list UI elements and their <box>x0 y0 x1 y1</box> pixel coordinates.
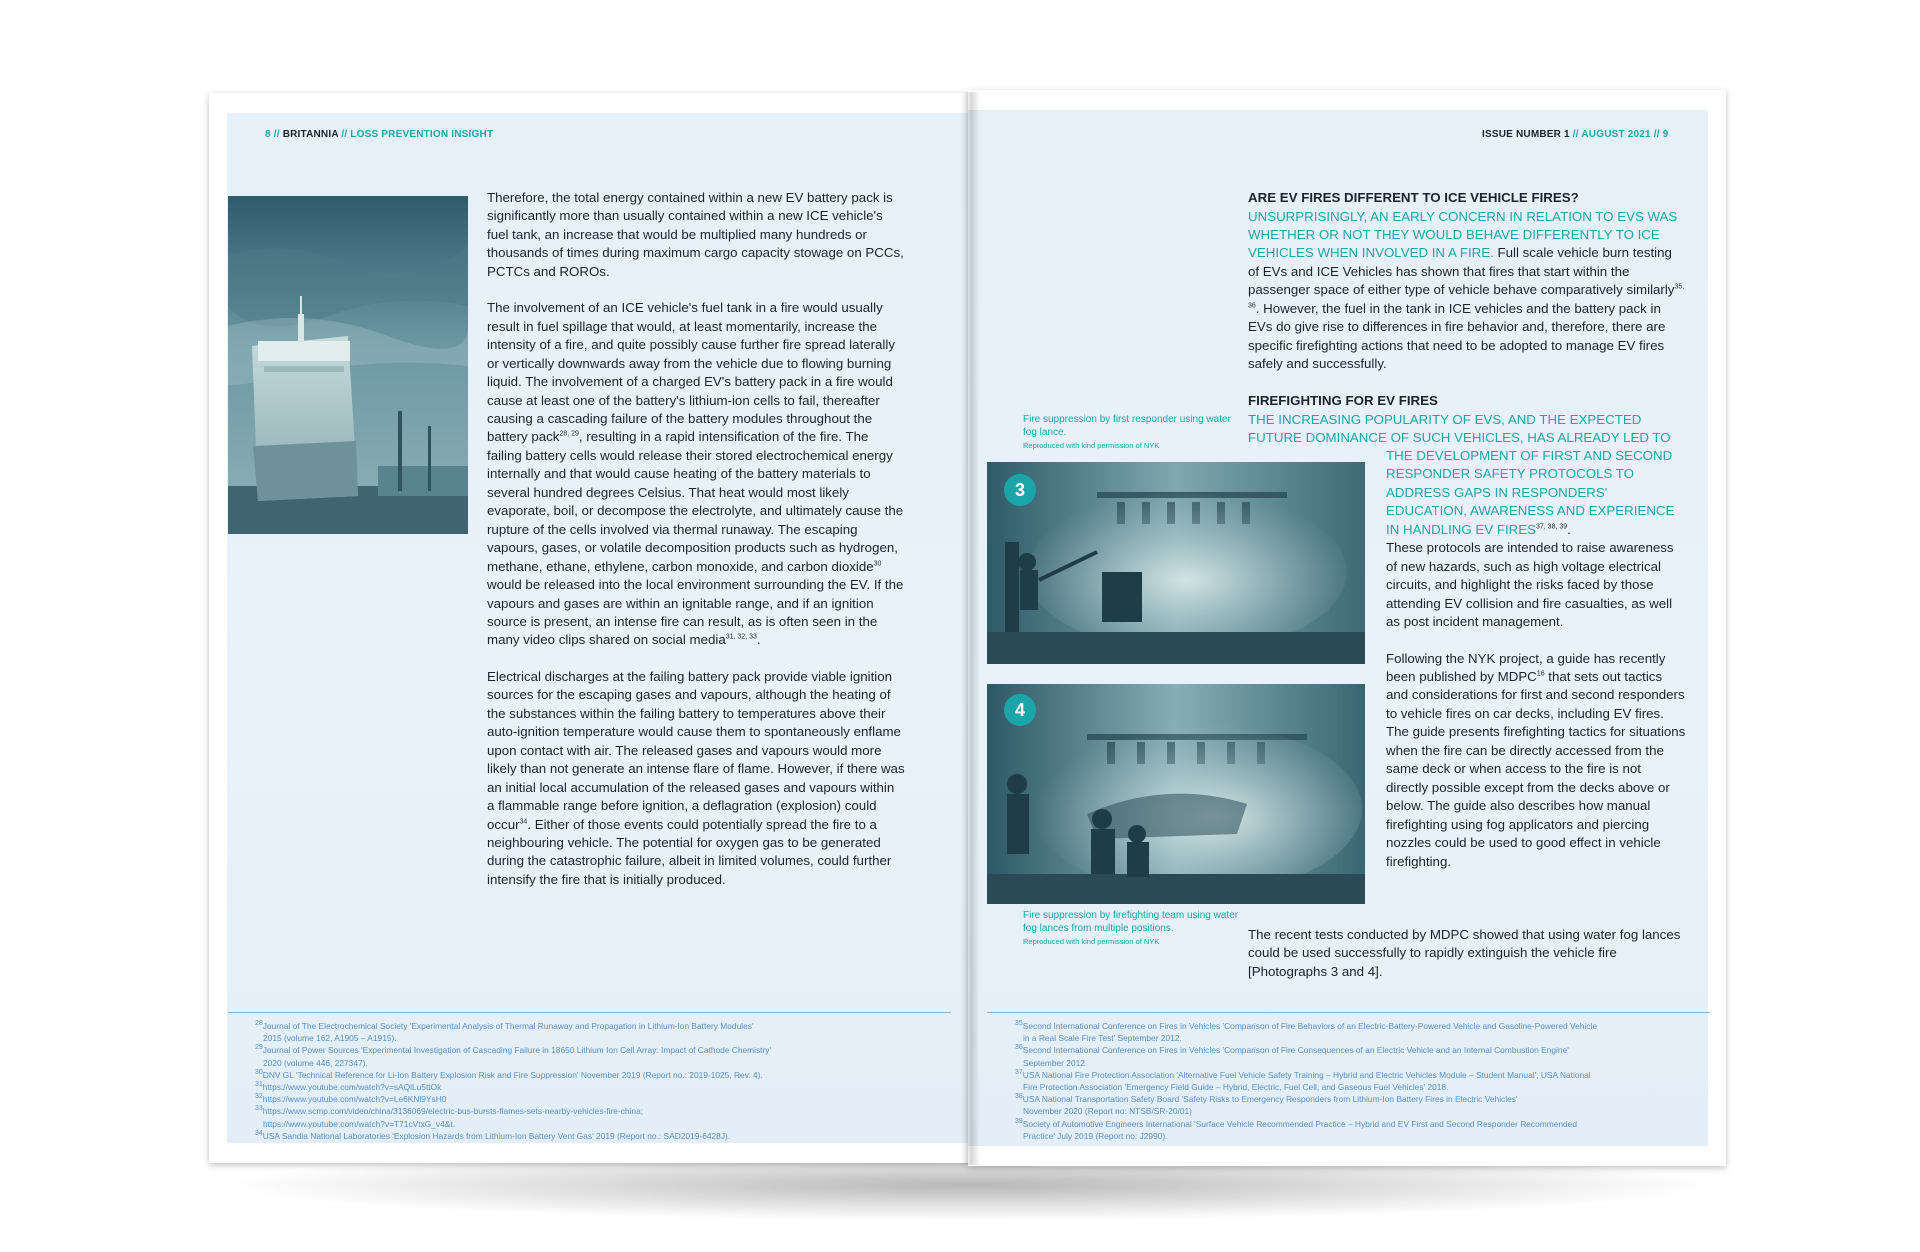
footnote-text: in a Real Scale Fire Test' September 2012. <box>1023 1033 1182 1044</box>
footnote-number: 38 <box>1015 1093 1023 1101</box>
section-lead: THE DEVELOPMENT OF FIRST AND SECOND RESPONDER SAFETY PROTOCOLS TO ADDRESS GAPS IN RESPONDERS' EDUCATION, AWARENESS AND EXPERIENCE IN HANDLING EV FIRES <box>1386 448 1675 537</box>
section-paragraph <box>1386 447 1686 539</box>
footnote-line <box>1015 1044 1597 1056</box>
section-paragraph <box>1248 208 1686 374</box>
paragraph-text: . <box>756 632 761 648</box>
footnote-number: 31 <box>255 1081 263 1089</box>
footnote-line <box>1015 1032 1597 1044</box>
photo-number-badge: 3 <box>1004 474 1036 506</box>
header-issue: ISSUE NUMBER 1 <box>1482 129 1570 140</box>
footnote-line <box>1015 1093 1597 1105</box>
photo-3-caption <box>1023 414 1233 453</box>
header-separator: // <box>1650 129 1663 140</box>
section-ev-fires <box>1248 189 1686 374</box>
header-separator: // <box>1569 129 1582 140</box>
footnote-text: Journal of Power Sources 'Experimental Investigation of Cascading Failure in 18650 Lithium Ion Cell Array: Impact of Cathode Chemistry' <box>262 1045 772 1056</box>
section-firefighting-closing <box>1248 926 1688 981</box>
footnote-line <box>255 1093 771 1105</box>
header-separator: // <box>338 129 351 140</box>
footnote-text: https://www.youtube.com/watch?v=Le6KNl9YsH0 <box>262 1094 447 1105</box>
right-page-header <box>1482 129 1669 140</box>
footnote-ref: 35, 36 <box>1248 283 1685 310</box>
firefighting-photo <box>987 462 1365 664</box>
footnote-divider <box>987 1012 1710 1013</box>
footnote-text: USA National Fire Protection Association 'Alternative Fuel Vehicle Safety Training – Hybrid and Electric Vehicles Module – Student Manual'; USA National <box>1022 1069 1591 1080</box>
paragraph-text: Following the NYK project, a guide has recently been published by MDPC <box>1386 650 1666 684</box>
left-page-header <box>265 129 493 140</box>
section-lead: UNSURPRISINGLY, AN EARLY CONCERN IN RELATION TO EVS WAS WHETHER OR NOT THEY WOULD BEHAVE DIFFERENTLY TO ICE VEHICLES WHEN INVOLVED IN A FIRE. <box>1248 208 1678 261</box>
footnote-line <box>1015 1105 1597 1117</box>
footnote-ref: 31, 32, 33 <box>725 634 757 641</box>
footnote-ref: 16 <box>1536 670 1545 678</box>
footnote-ref: 28, 29 <box>559 431 579 439</box>
paragraph <box>487 299 905 650</box>
footnote-text: Journal of The Electrochemical Society 'Experimental Analysis of Thermal Runaway and Propagation in Lithium-Ion Battery Modules' <box>262 1021 754 1031</box>
paragraph-text: Full scale vehicle burn testing of EVs and ICE Vehicles has shown that fires that start within the passenger space of either type of vehicle behave comparatively similarly <box>1248 245 1675 298</box>
footnote-line <box>255 1044 771 1056</box>
paragraph: The recent tests conducted by MDPC showed that using water fog lances could be used successfully to rapidly extinguish the vehicle fire [Photographs 3 and 4]. <box>1248 927 1681 979</box>
footnote-number: 39 <box>1015 1117 1023 1125</box>
paragraph-text: The involvement of an ICE vehicle's fuel tank in a fire would usually result in fuel spillage that would, at least momentarily, increase the intensity of a fire, and quite possibly cause further fire spread laterally or vertically downwards away from the vehicle due to flowing burning liquid. The involvement of a charged EV's battery pack in a fire would cause at least one of the battery's lithium-ion cells to fail, thereafter causing a cascading failure of the battery modules throughout the battery pack <box>487 300 895 445</box>
footnote-line <box>255 1057 771 1069</box>
footnote-text: 2015 (volume 162, A1905 – A1915). <box>263 1033 397 1044</box>
left-footnotes <box>255 1020 771 1142</box>
paragraph: Therefore, the total energy contained within a new EV battery pack is significantly more than usually contained within a new ICE vehicle's fuel tank, an increase that would be multiplied many hundreds or thousands of times during maximum cargo capacity stowage on PCCs, PCTCs and ROROs. <box>487 190 904 279</box>
section-firefighting-column <box>1386 447 1686 871</box>
footnote-line <box>1015 1057 1597 1069</box>
firefighting-team-photo <box>987 684 1365 904</box>
footnote-text: November 2020 (Report no: NTSB/SR-20/01) <box>1023 1106 1192 1117</box>
footnote-line <box>1015 1069 1597 1081</box>
footnote-divider <box>228 1012 951 1013</box>
section-firefighting <box>1248 392 1686 447</box>
footnote-text: September 2012. <box>1023 1057 1088 1068</box>
paragraph-text: . Either of those events could potentially spread the fire to a neighbouring vehicle. The potential for oxygen gas to be generated during the catastrophic failure, albeit in limited volumes, could further intensify the fire that is initially produced. <box>487 816 892 887</box>
header-brand: BRITANNIA <box>282 129 339 140</box>
paragraph-text: . <box>1567 521 1571 537</box>
right-footnotes <box>1015 1020 1597 1142</box>
paragraph <box>1386 650 1686 871</box>
paragraph-text: that sets out tactics and considerations for first and second responders to vehicle fires on car decks, including EV fires. The guide presents firefighting tactics for situations when the fire can be directly accessed from the same deck or when access to the fire is not directly possible except from the decks above or below. The guide also describes how manual firefighting using fog applicators and piercing nozzles could be used to good effect in vehicle firefighting. <box>1386 668 1686 869</box>
paragraph-text: would be released into the local environment surrounding the EV. If the vapours and gases are within an ignitable range, and if an ignition source is present, an intense fire can result, as is often seen in the many video clips shared on social media <box>487 577 904 648</box>
caption-credit: Reproduced with kind permission of NYK <box>1023 937 1160 946</box>
footnote-text: Society of Automotive Engineers International 'Surface Vehicle Recommended Practice – Hybrid and EV First and Second Responder Recommended <box>1022 1118 1577 1129</box>
page-number: 9 <box>1662 129 1669 140</box>
footnote-line <box>255 1130 771 1142</box>
paragraph-text: . However, the fuel in the tank in ICE vehicles and the battery pack in EVs do give rise to differences in fire behavior and, therefore, there are specific firefighting actions that need to be adopted to manage EV fires safely and successfully. <box>1248 300 1666 372</box>
footnote-line <box>255 1081 771 1093</box>
footnote-line <box>1015 1130 1597 1142</box>
footnote-line <box>255 1032 771 1044</box>
ship-photo <box>228 196 468 534</box>
footnote-text: USA Sandia National Laboratories 'Explosion Hazards from Lithium-Ion Battery Vent Gas' 2019 (Report no.: SAD2019-6428J). <box>262 1130 731 1141</box>
photo-number-badge: 4 <box>1004 694 1036 726</box>
paragraph: These protocols are intended to raise awareness of new hazards, such as high voltage electrical circuits, and highlight the risks faced by those attending EV collision and fire casualties, as well as post incident management. <box>1386 540 1674 630</box>
footnote-number: 34 <box>255 1130 263 1138</box>
footnote-line <box>255 1118 771 1130</box>
footnote-text: DNV GL 'Technical Reference for Li-Ion Battery Explosion Risk and Fire Suppression' November 2019 (Report no.: 2019-1025, Rev. 4). <box>262 1069 763 1080</box>
footnote-number: 35 <box>1015 1020 1023 1028</box>
footnote-ref: 37, 38, 39 <box>1536 523 1568 531</box>
header-date: AUGUST 2021 <box>1581 129 1651 140</box>
footnote-ref: 30 <box>873 560 882 568</box>
footnote-number: 33 <box>255 1105 263 1113</box>
footnote-text: Second International Conference on Fires in Vehicles 'Comparison of Fire Consequences of an Electric Vehicle and an Internal Combustion Engine' <box>1022 1045 1569 1056</box>
footnote-number: 28 <box>255 1020 263 1028</box>
footnote-text: Practice' July 2019 (Report no: J2990). <box>1023 1130 1168 1141</box>
section-heading: FIREFIGHTING FOR EV FIRES <box>1248 393 1438 408</box>
footnote-text: https://www.youtube.com/watch?v=sAQlLu5ttOk <box>262 1082 442 1093</box>
paragraph-text: , resulting in a rapid intensification of the fire. The failing battery cells would release their stored electrochemical energy internally and that would cause heating of the battery materials to several hundred degrees Celsius. That heat would most likely evaporate, boil, or decompose the electrolyte, and ultimately cause the rupture of the cells involved via thermal runaway. The escaping vapours, gases, or volatile decomposition products such as hydrogen, methane, ethane, ethylene, carbon monoxide, and carbon dioxide <box>487 429 904 574</box>
footnote-text: https://www.scmp.com/video/china/3136069/electric-bus-bursts-flames-sets-nearby-vehicles-fire-china; <box>262 1106 644 1117</box>
footnote-line <box>255 1069 771 1081</box>
footnote-text: https://www.youtube.com/watch?v=T71cVtxG_v4&t. <box>263 1118 456 1129</box>
footnote-number: 37 <box>1015 1069 1023 1077</box>
section-heading: ARE EV FIRES DIFFERENT TO ICE VEHICLE FIRES? <box>1248 190 1579 205</box>
page-number: 8 <box>265 129 271 140</box>
footnote-text: USA National Transportation Safety Board 'Safety Risks to Emergency Responders from Lithium-Ion Battery Fires in Electric Vehicles' <box>1022 1094 1518 1105</box>
footnote-text: Second International Conference on Fires in Vehicles 'Comparison of Fire Behaviors of an Electric-Battery-Powered Vehicle and Gasoline-Powered Vehicle <box>1022 1021 1597 1031</box>
caption-text: Fire suppression by firefighting team using water fog lances from multiple positions. <box>1023 910 1239 934</box>
footnote-line <box>1015 1081 1597 1093</box>
paragraph-text: Electrical discharges at the failing battery pack provide viable ignition sources for the escaping gases and vapours, although the heating of the substances within the failing battery to temperatures above their auto-ignition temperature would cause them to spontaneously enflame upon contact with air. The released gases and vapours would more likely than not generate an intense flare of flame. However, if there was an initial local accumulation of the released gases and vapours within a flammable range before ignition, a deflagration (explosion) could occur <box>487 668 905 832</box>
section-lead: THE INCREASING POPULARITY OF EVS, AND THE EXPECTED FUTURE DOMINANCE OF SUCH VEHICLES, HAS ALREADY LED TO <box>1248 411 1671 445</box>
footnote-line <box>255 1020 771 1032</box>
footnote-number: 30 <box>255 1069 263 1077</box>
caption-credit: Reproduced with kind permission of NYK <box>1023 441 1160 450</box>
footnote-text: 2020 (volume 446, 227347). <box>263 1057 368 1068</box>
caption-text: Fire suppression by first responder using water fog lance. <box>1023 414 1231 438</box>
footnote-number: 29 <box>255 1044 263 1052</box>
header-separator: // <box>270 129 283 140</box>
footnote-line <box>255 1105 771 1117</box>
footnote-text: Fire Protection Association 'Emergency Field Guide – Hybrid, Electric, Fuel Cell, and Gaseous Fuel Vehicles' 2018. <box>1023 1082 1449 1093</box>
photo-4-caption <box>1023 910 1243 949</box>
footnote-ref: 34 <box>519 818 528 826</box>
paragraph <box>487 668 905 889</box>
book-gutter <box>960 92 980 1165</box>
footnote-number: 36 <box>1015 1044 1023 1052</box>
left-body-text <box>487 189 905 889</box>
footnote-number: 32 <box>255 1093 263 1101</box>
footnote-line <box>1015 1118 1597 1130</box>
header-section: LOSS PREVENTION INSIGHT <box>350 129 494 140</box>
footnote-line <box>1015 1020 1597 1032</box>
